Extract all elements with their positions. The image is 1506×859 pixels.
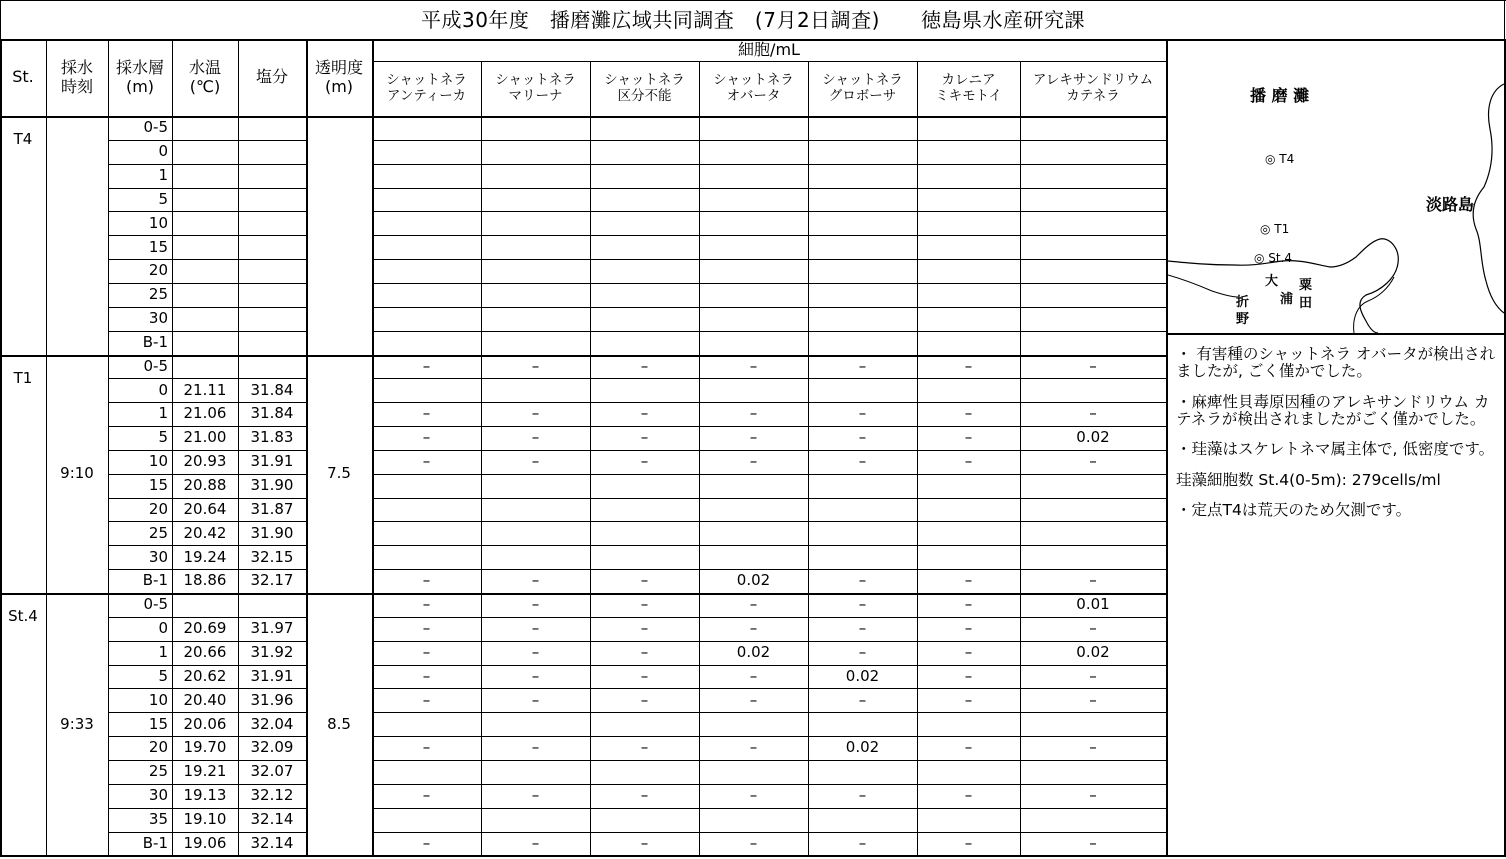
depth-cell: 30 [148,786,168,805]
depth-cell: B-1 [142,833,168,852]
cell-density-value: 0.02 [845,666,880,685]
cell-density-value: – [640,738,649,757]
cell-density-value: – [422,595,431,614]
temperature-cell: 19.06 [183,833,227,852]
header-species-3: シャットネラ オバータ [713,71,794,104]
grid-line [372,808,1166,809]
cell-density-value: – [964,666,973,685]
cell-density-value: – [531,452,540,471]
cell-density-value: – [422,690,431,709]
station-name: St.4 [8,607,38,626]
depth-cell: 30 [148,547,168,566]
salinity-cell: 31.90 [250,476,294,495]
temperature-cell: 19.10 [183,809,227,828]
depth-cell: 1 [158,642,168,661]
cell-density-value: 0.02 [736,642,771,661]
salinity-cell: 32.17 [250,571,294,590]
cell-density-value: – [422,642,431,661]
grid-line [699,61,700,855]
depth-cell: 0-5 [143,356,168,375]
grid-line [46,39,47,855]
cell-density-value: – [422,571,431,590]
depth-cell: 5 [158,666,168,685]
cell-density-value: – [422,356,431,375]
cell-density-value: – [1089,786,1097,805]
cell-density-value: – [964,833,973,852]
cell-density-value: – [749,666,758,685]
grid-line [372,211,1166,212]
cell-density-value: – [531,833,540,852]
salinity-cell: 32.14 [250,809,294,828]
cell-density-value: 0.02 [1076,428,1110,447]
cell-density-value: – [1089,356,1097,375]
note-item: ・珪藻はスケレトネマ属主体で, 低密度です。 [1176,440,1495,459]
cell-density-value: – [640,571,649,590]
salinity-cell: 31.96 [250,690,294,709]
cell-density-value: – [858,428,867,447]
grid-line [372,140,1166,141]
cell-density-value: – [749,690,758,709]
cell-density-value: – [858,571,867,590]
depth-cell: 0 [158,619,168,638]
header-temperature: 水温 (℃) [188,58,221,96]
depth-cell: 15 [148,476,168,495]
depth-cell: 30 [148,309,168,328]
salinity-cell: 31.84 [250,404,294,423]
salinity-cell: 32.09 [250,738,294,757]
header-species-0: シャットネラ アンティーカ [386,71,467,104]
grid-line [372,164,1166,165]
cell-density-value: – [749,428,758,447]
cell-density-value: – [531,738,540,757]
cell-density-value: – [531,356,540,375]
depth-cell: 20 [148,499,168,518]
grid-line [917,61,918,855]
cell-density-value: – [531,619,540,638]
grid-line [372,61,1166,62]
cell-density-value: – [964,619,973,638]
cell-density-value: – [964,571,973,590]
salinity-cell: 31.92 [250,642,294,661]
cell-density-value: – [858,404,867,423]
map-point-t4: ◎ T4 [1265,152,1295,166]
cell-density-value: – [422,666,431,685]
temperature-cell: 20.93 [183,452,227,471]
cell-density-value: – [749,786,758,805]
grid-line [172,39,173,855]
cell-density-value: – [749,833,758,852]
header-salinity: 塩分 [255,67,288,87]
grid-line [372,498,1166,499]
grid-line [1020,61,1021,855]
temperature-cell: 21.06 [183,404,227,423]
header-time: 採水 時刻 [60,58,93,96]
page-title: 平成30年度 播磨灘広域共同調査 (7月2日調査) 徳島県水産研究課 [420,7,1085,32]
temperature-cell: 20.62 [183,666,227,685]
temperature-cell: 19.21 [183,762,227,781]
cell-density-value: – [964,595,973,614]
cell-density-value: – [749,452,758,471]
grid-line [372,474,1166,475]
grid-line [372,307,1166,308]
cell-density-value: – [858,452,867,471]
cell-density-value: – [749,356,758,375]
depth-cell: 10 [148,690,168,709]
depth-cell: 20 [148,261,168,280]
map-place-label: 粟 [1299,278,1313,293]
salinity-cell: 31.84 [250,380,294,399]
map-island-label: 淡路島 [1426,195,1475,214]
cell-density-value: 0.01 [1076,595,1110,614]
cell-density-value: – [422,619,431,638]
map-place-label: 大 [1265,274,1279,289]
cell-density-value: – [858,619,867,638]
depth-cell: B-1 [142,332,168,351]
salinity-cell: 32.12 [250,786,294,805]
cell-density-value: – [1089,666,1097,685]
grid-line [372,235,1166,236]
note-item: 珪藻細胞数 St.4(0-5m): 279cells/ml [1176,470,1441,489]
coastline-awaji [1473,84,1504,313]
depth-cell: 25 [148,762,168,781]
cell-density-value: – [1089,404,1097,423]
grid-line [481,61,482,855]
map-place-label: 野 [1236,312,1250,327]
cell-density-value: 0.02 [845,738,880,757]
station-transparency: 8.5 [327,714,351,733]
map-sea-label: 播 磨 灘 [1250,86,1310,105]
cell-density-value: – [640,356,649,375]
cell-density-value: – [749,595,758,614]
grid-line [808,61,809,855]
salinity-cell: 32.15 [250,547,294,566]
depth-cell: 15 [148,237,168,256]
cell-density-value: – [640,642,649,661]
header-species-5: カレニア ミキモトイ [935,71,1002,104]
cell-density-value: – [422,738,431,757]
header-cells-unit: 細胞/mL [738,39,800,59]
cell-density-value: – [640,786,649,805]
cell-density-value: – [964,356,973,375]
temperature-cell: 21.00 [183,428,227,447]
depth-cell: 0 [158,142,168,161]
header-station: St. [12,67,34,87]
cell-density-value: – [858,786,867,805]
temperature-cell: 20.40 [183,690,227,709]
grid-line [372,39,374,855]
cell-density-value: – [531,690,540,709]
cell-density-value: – [858,642,867,661]
cell-density-value: – [531,428,540,447]
grid-line [372,378,1166,379]
header-species-6: アレキサンドリウム カテネラ [1032,71,1154,104]
cell-density-value: – [858,833,867,852]
grid-line [1166,333,1504,335]
depth-cell: 10 [148,213,168,232]
station-name: T1 [13,368,33,387]
area-map [1168,39,1504,333]
cell-density-value: – [964,404,973,423]
header-layer: 採水層 (m) [115,58,164,96]
cell-density-value: – [640,666,649,685]
map-place-label: 浦 [1280,292,1294,307]
grid-line [1504,0,1505,39]
grid-line [372,712,1166,713]
cell-density-value: – [531,571,540,590]
grid-line [372,760,1166,761]
map-point-t1: ◎ T1 [1260,222,1290,236]
depth-cell: 5 [158,189,168,208]
temperature-cell: 19.70 [183,738,227,757]
depth-cell: 25 [148,285,168,304]
cell-density-value: – [422,428,431,447]
depth-cell: 25 [148,523,168,542]
note-item: ・ 有害種のシャットネラ オバータが検出されましたが, ごく僅かでした。 [1176,345,1496,381]
header-species-1: シャットネラ マリーナ [495,71,576,104]
grid-line [0,116,1166,118]
header-transparency: 透明度 (m) [314,58,363,96]
map-place-label: 田 [1299,296,1313,311]
temperature-cell: 21.11 [183,380,227,399]
cell-density-value: – [531,404,540,423]
grid-line [372,521,1166,522]
grid-line [590,61,591,855]
salinity-cell: 31.90 [250,523,294,542]
depth-cell: 10 [148,452,168,471]
grid-line [372,545,1166,546]
notes-panel [1176,346,1502,533]
station-transparency: 7.5 [327,464,351,483]
cell-density-value: – [749,619,758,638]
temperature-cell: 20.06 [183,714,227,733]
cell-density-value: – [422,833,431,852]
cell-density-value: – [749,738,758,757]
cell-density-value: 0.02 [1076,642,1110,661]
cell-density-value: – [531,595,540,614]
depth-cell: 20 [148,738,168,757]
note-item: ・定点T4は荒天のため欠測です。 [1176,501,1412,520]
cell-density-value: – [640,690,649,709]
cell-density-value: – [531,666,540,685]
salinity-cell: 32.07 [250,762,294,781]
cell-density-value: – [640,452,649,471]
depth-cell: B-1 [142,571,168,590]
map-place-label: 折 [1236,295,1250,310]
depth-cell: 0-5 [143,118,168,137]
grid-line [372,331,1166,332]
cell-density-value: – [964,786,973,805]
temperature-cell: 20.69 [183,619,227,638]
temperature-cell: 19.24 [183,547,227,566]
cell-density-value: – [640,404,649,423]
temperature-cell: 20.64 [183,499,227,518]
cell-density-value: – [1089,833,1097,852]
temperature-cell: 20.42 [183,523,227,542]
cell-density-value: – [531,642,540,661]
salinity-cell: 31.97 [250,619,294,638]
header-species-2: シャットネラ 区分不能 [604,71,685,104]
salinity-cell: 32.14 [250,833,294,852]
cell-density-value: – [640,428,649,447]
depth-cell: 1 [158,165,168,184]
map-point-st4: ◎ St.4 [1254,251,1293,265]
salinity-cell: 31.91 [250,452,294,471]
cell-density-value: – [1089,452,1097,471]
cell-density-value: – [858,356,867,375]
cell-density-value: – [749,404,758,423]
grid-line [0,0,1506,1]
cell-density-value: – [964,690,973,709]
cell-density-value: – [640,595,649,614]
cell-density-value: – [422,452,431,471]
grid-line [0,39,2,855]
station-time: 9:33 [60,714,94,733]
cell-density-value: – [1089,738,1097,757]
cell-density-value: – [858,595,867,614]
grid-line [108,39,109,855]
grid-line [0,855,1506,857]
depth-cell: 35 [148,809,168,828]
cell-density-value: – [640,619,649,638]
grid-line [372,188,1166,189]
cell-density-value: – [640,833,649,852]
depth-cell: 1 [158,404,168,423]
cell-density-value: – [964,452,973,471]
depth-cell: 15 [148,714,168,733]
note-item: ・麻痺性貝毒原因種のアレキサンドリウム カテネラが検出されましたがごく僅かでした。 [1176,392,1490,429]
temperature-cell: 20.88 [183,476,227,495]
temperature-cell: 18.86 [183,571,227,590]
cell-density-value: – [1089,571,1097,590]
salinity-cell: 31.83 [250,428,294,447]
cell-density-value: – [858,690,867,709]
temperature-cell: 19.13 [183,786,227,805]
salinity-cell: 31.87 [250,499,294,518]
cell-density-value: – [964,428,973,447]
cell-density-value: – [422,786,431,805]
salinity-cell: 31.91 [250,666,294,685]
depth-cell: 0 [158,380,168,399]
grid-line [372,259,1166,260]
grid-line [306,39,308,855]
grid-line [0,0,1,39]
depth-cell: 5 [158,428,168,447]
cell-density-value: – [964,642,973,661]
station-time: 9:10 [60,464,94,483]
cell-density-value: – [1089,690,1097,709]
header-species-4: シャットネラ グロボーサ [822,71,903,104]
temperature-cell: 20.66 [183,642,227,661]
cell-density-value: – [531,786,540,805]
cell-density-value: – [964,738,973,757]
grid-line [238,39,239,855]
station-name: T4 [13,130,33,149]
cell-density-value: – [1089,619,1097,638]
cell-density-value: – [422,404,431,423]
grid-line [372,283,1166,284]
cell-density-value: 0.02 [736,571,771,590]
salinity-cell: 32.04 [250,714,294,733]
depth-cell: 0-5 [143,595,168,614]
